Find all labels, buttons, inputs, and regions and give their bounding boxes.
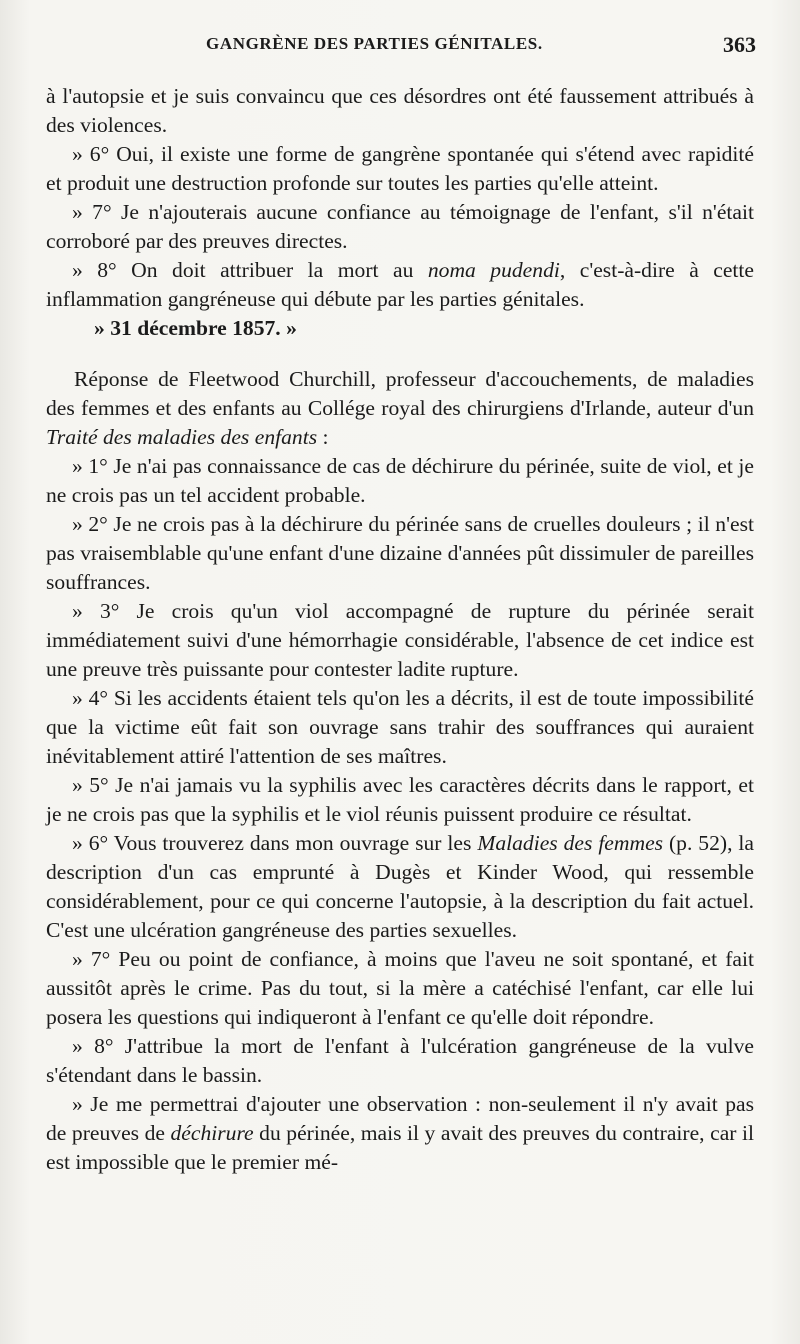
page-header (46, 34, 756, 64)
answer-8-text: » 8° On doit attribuer la mort au (72, 258, 428, 282)
churchill-answer-8: » 8° J'attribue la mort de l'enfant à l'ulcération gangréneuse de la vulve s'étendant dans le bassin. (46, 1034, 754, 1087)
churchill-answer-6-text-end: (p. 52), la description d'un cas emprunté à Dugès et Kinder Wood, qui ressemble considérablement, pour ce qui concerne l'autopsie, à la description du fait actuel. C'est une ulcération gangréneuse des parties sexuelles. (46, 831, 754, 942)
churchill-answer-5: » 5° Je n'ai jamais vu la syphilis avec les caractères décrits dans le rapport, et je ne crois pas que la syphilis et le viol réunis puissent produire ce résultat. (46, 773, 754, 826)
churchill-intro-end: : (317, 425, 329, 449)
answer-8-text-end: , c'est-à-dire à cette inflammation gangréneuse qui débute par les parties génitales. (46, 258, 755, 311)
observation-italic: déchirure (170, 1121, 254, 1145)
running-title: GANGRÈNE DES PARTIES GÉNITALES. (206, 34, 543, 53)
churchill-answer-3: » 3° Je crois qu'un viol accompagné de rupture du périnée serait immédiatement suivi d'une hémorrhagie considérable, l'absence de cet indice est une preuve très puissante pour contester ladite rupture. (46, 599, 754, 681)
page-number: 363 (723, 32, 756, 57)
body-text (46, 82, 754, 1177)
date-line: » 31 décembre 1857. » (94, 316, 297, 340)
churchill-answer-7: » 7° Peu ou point de confiance, à moins que l'aveu ne soit spontané, et fait aussitôt après le crime. Pas du tout, si la mère a catéchisé l'enfant, car elle lui posera les questions qui indiqueront à l'enfant ce qu'elle doit répondre. (46, 947, 754, 1029)
observation-text-end: du périnée, mais il y avait des preuves du contraire, car il est impossible que le premier mé- (46, 1121, 754, 1174)
churchill-intro-text: Réponse de Fleetwood Churchill, professeur d'accouchements, de maladies des femmes et des enfants au Collége royal des chirurgiens d'Irlande, auteur d'un (46, 367, 754, 420)
answer-6: » 6° Oui, il existe une forme de gangrène spontanée qui s'étend avec rapidité et produit une destruction profonde sur toutes les parties qu'elle atteint. (46, 142, 754, 195)
churchill-answer-2: » 2° Je ne crois pas à la déchirure du périnée sans de cruelles douleurs ; il n'est pas vraisemblable qu'une enfant d'une dizaine d'années pût dissimuler de pareilles souffrances. (46, 512, 754, 594)
churchill-intro (46, 365, 754, 452)
churchill-answer-6-text: » 6° Vous trouverez dans mon ouvrage sur les (72, 831, 478, 855)
answer-8 (46, 256, 754, 314)
churchill-answer-6-italic: Maladies des femmes (477, 831, 664, 855)
answer-7: » 7° Je n'ajouterais aucune confiance au témoignage de l'enfant, s'il n'était corroboré par des preuves directes. (46, 200, 754, 253)
churchill-book-title: Traité des maladies des enfants (46, 425, 318, 449)
observation-text: » Je me permettrai d'ajouter une observation : non-seulement il n'y avait pas de preuves de (46, 1092, 754, 1145)
answer-8-italic: noma pudendi (427, 258, 560, 282)
churchill-answer-4: » 4° Si les accidents étaient tels qu'on les a décrits, il est de toute impossibilité que la victime eût fait son ouvrage sans trahir des souffrances qui auraient inévitablement attiré l'attention de ses maîtres. (46, 686, 754, 768)
paragraph-continuation: à l'autopsie et je suis convaincu que ces désordres ont été faussement attribués à des violences. (46, 84, 754, 137)
churchill-answer-6 (46, 829, 754, 945)
churchill-answer-1: » 1° Je n'ai pas connaissance de cas de déchirure du périnée, suite de viol, et je ne crois pas un tel accident probable. (46, 454, 754, 507)
churchill-observation (46, 1090, 754, 1177)
